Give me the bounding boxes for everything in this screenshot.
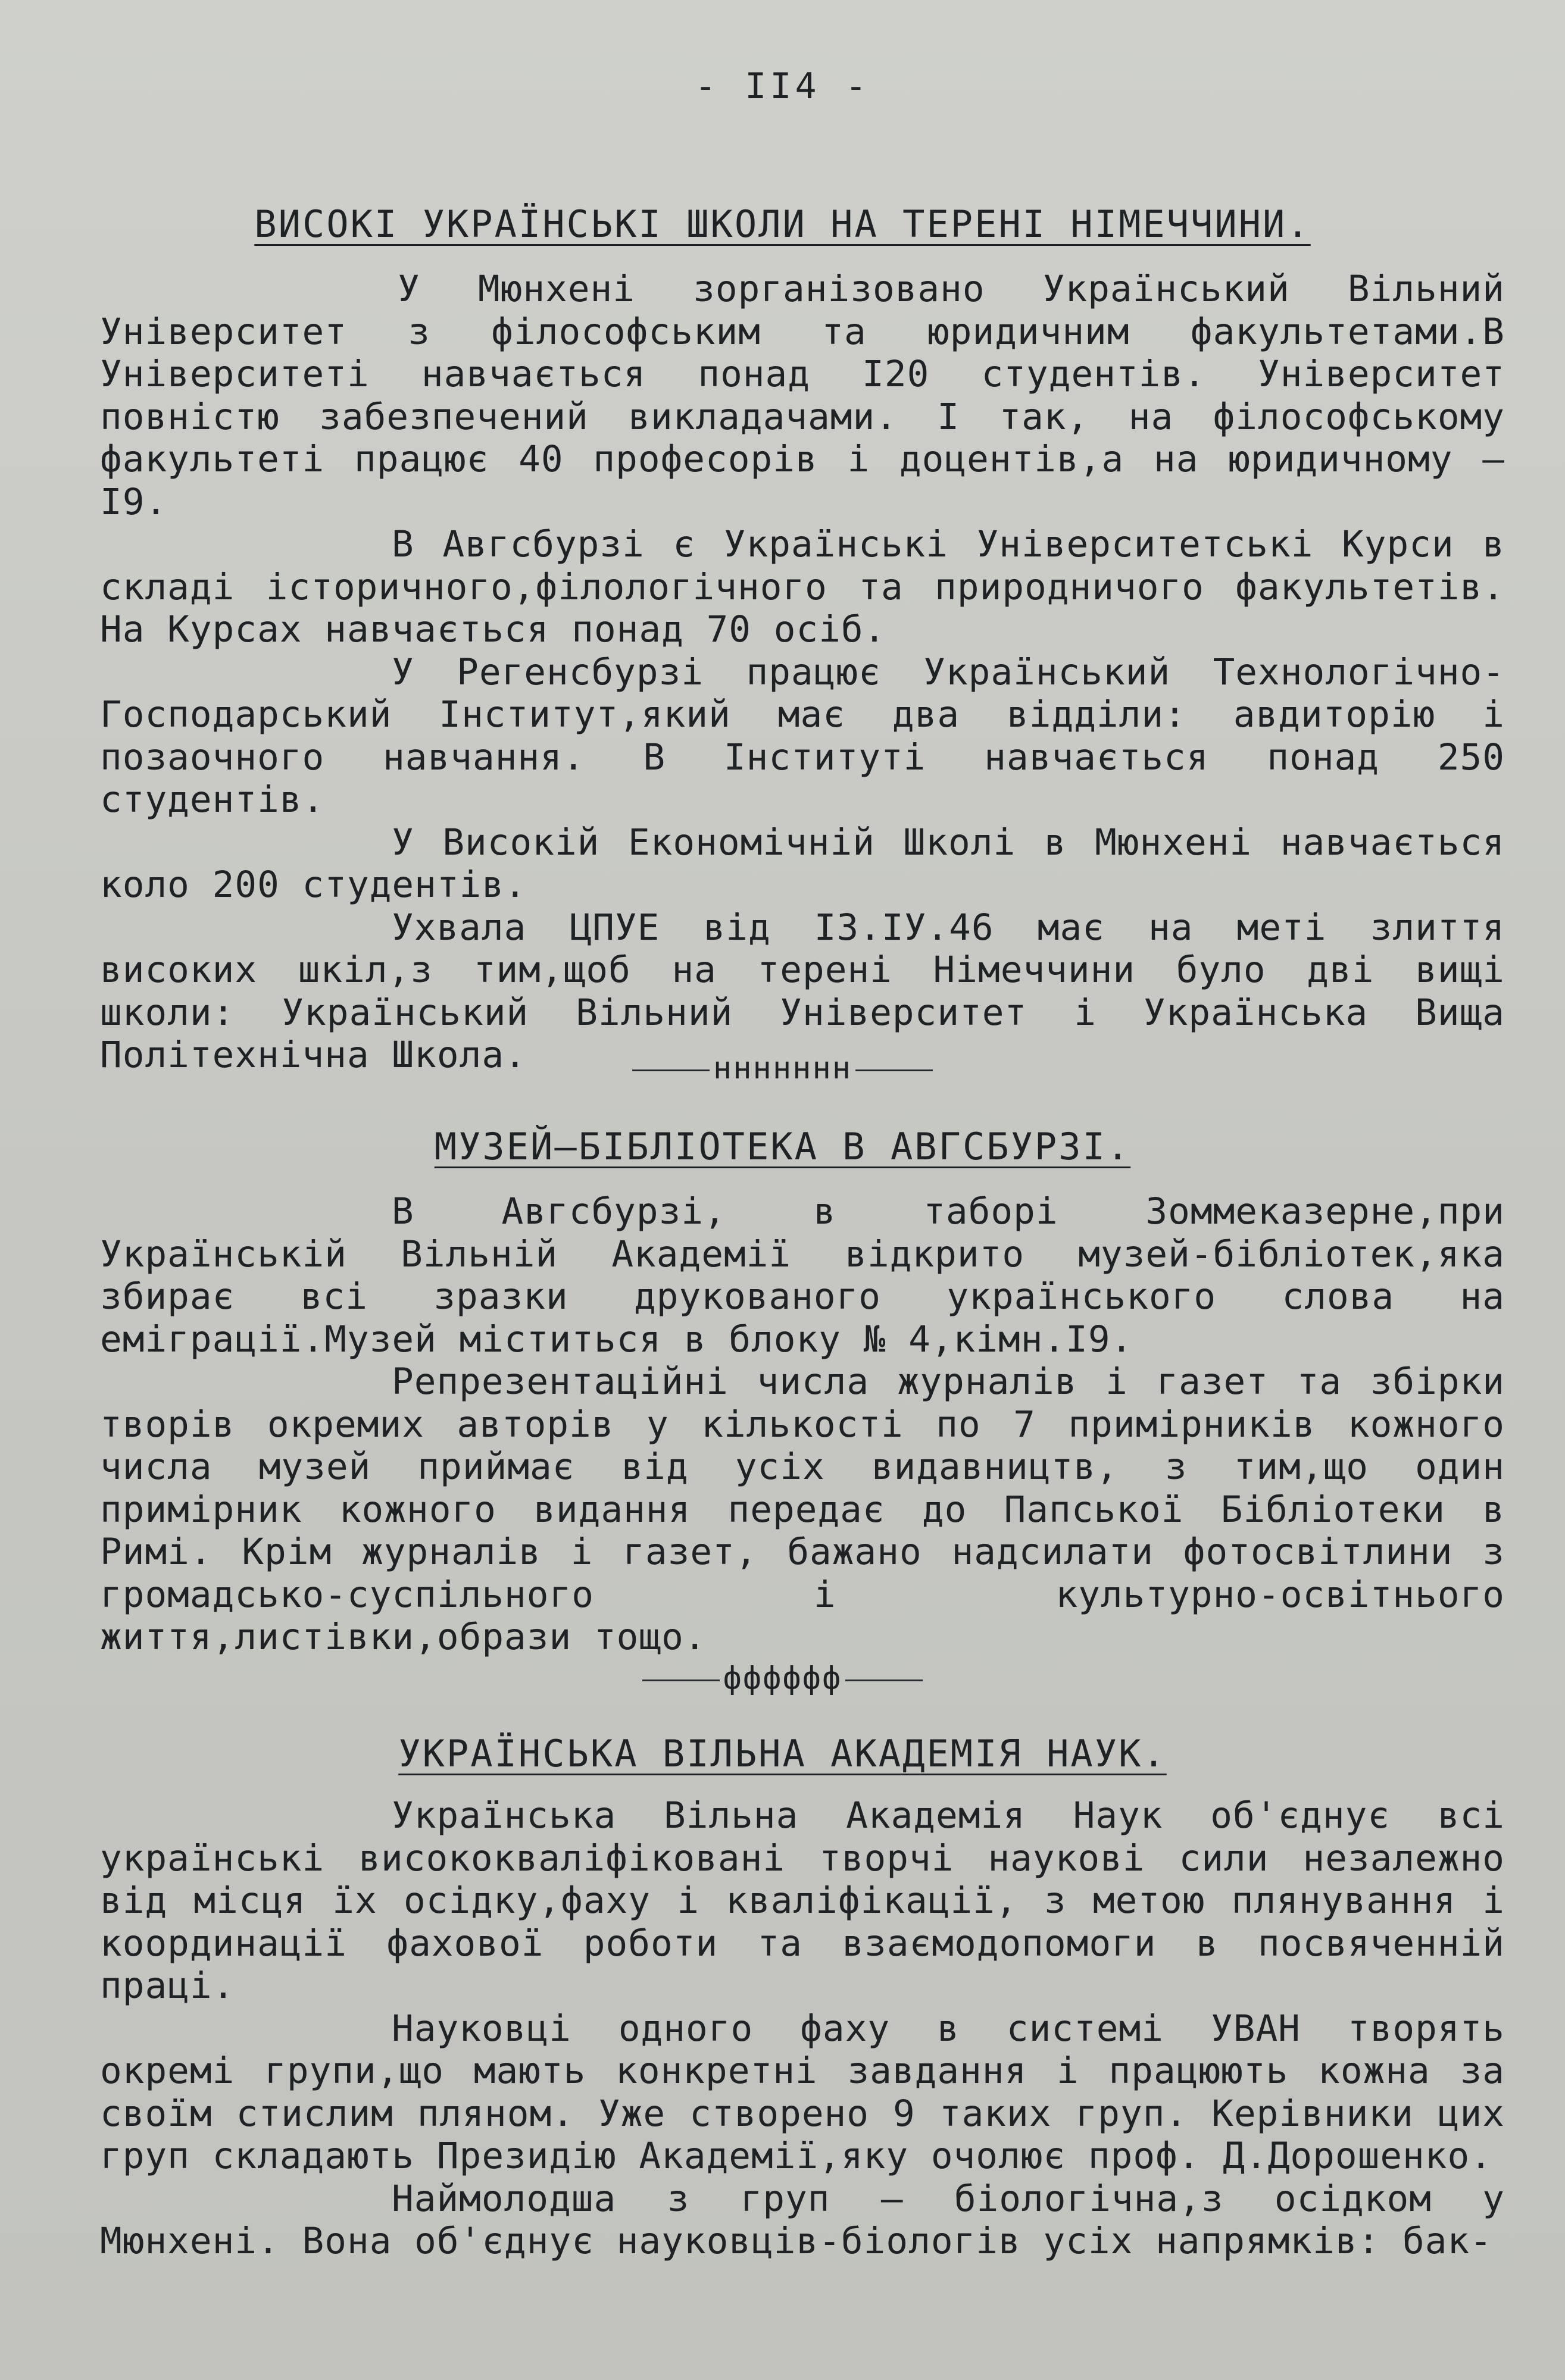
divider-text: ннннннн [713, 1050, 852, 1086]
divider-text: фффффф [723, 1660, 842, 1696]
section-title-museum-library: МУЗЕЙ–БІБЛІОТЕКА В АВГСБУРЗІ. [434, 1125, 1131, 1168]
section-body-museum-library [100, 1190, 1505, 1659]
section-title-high-schools: ВИСОКІ УКРАЇНСЬКІ ШКОЛИ НА ТЕРЕНІ НІМЕЧЧИНИ. [254, 202, 1311, 246]
section-body-high-schools [100, 268, 1505, 1077]
section-divider [0, 1660, 1565, 1696]
divider-dash [845, 1680, 923, 1681]
paragraph: У Високій Економічній Школі в Мюнхені навчається коло 200 студентів. [100, 821, 1505, 906]
paragraph: В Авгсбурзі є Українські Університетські Курси в складі історичного,філологічного та природничого факультетів. На Курсах навчається понад 70 осіб. [100, 523, 1505, 650]
paragraph: У Мюнхені зорганізовано Український Вільний Університет з філософським та юридичним факультетами.В Університеті навчається понад I20 студентів. Університет повністю забезпечений викладачами. I так, на філософському факультеті працює 40 професорів і доцентів,а на юридичному – I9. [100, 268, 1505, 523]
paragraph: Репрезентаційні числа журналів і газет та збірки творів окремих авторів у кількості по 7 примірників кожного числа музей приймає від усіх видавництв, з тим,що один примірник кожного видання передає до Папської Бібліотеки в Римі. Крім журналів і газет, бажано надсилати фотосвітлини з громадсько-суспільного і культурно-освітнього життя,листівки,образи тощо. [100, 1361, 1505, 1658]
paragraph: Науковці одного фаху в системі УВАН творять окремі групи,що мають конкретні завдання і працюють кожна за своїм стислим пляном. Уже створено 9 таких груп. Керівники цих груп складають Президію Академії,яку очолює проф. Д.Дорошенко. [100, 2007, 1505, 2177]
paragraph: Ухвала ЦПУЕ від I3.IУ.46 має на меті злиття високих шкіл,з тим,щоб на терені Німеччини було дві вищі школи: Український Вільний Університет і Українська Вища Політехнічна Школа. [100, 906, 1505, 1076]
page-number: - II4 - [695, 65, 870, 107]
section-body-academy [100, 1794, 1505, 2263]
paragraph: Українська Вільна Академія Наук об'єднує всі українські висококваліфіковані творчі наукові сили незалежно від місця їх осідку,фаху і кваліфікації, з метою плянування і координації фахової роботи та взаємодопомоги в посвяченній праці. [100, 1794, 1505, 2007]
section-title-academy: УКРАЇНСЬКА ВІЛЬНА АКАДЕМІЯ НАУК. [398, 1732, 1167, 1775]
divider-dash [855, 1069, 933, 1071]
paragraph: Наймолодша з груп – біологічна,з осідком у Мюнхені. Вона об'єднує науковців-біологів усіх напрямків: бак- [100, 2177, 1505, 2262]
paragraph: У Регенсбурзі працює Український Технологічно-Господарський Інститут,який має два відділи: авдиторію і позаочного навчання. В Інституті навчається понад 250 студентів. [100, 650, 1505, 821]
paragraph: В Авгсбурзі, в таборі Зоммеказерне,при Українській Вільній Академії відкрито музей-бібліотек,яка збирає всі зразки друкованого українського слова на еміграції.Музей міститься в блоку № 4,кімн.I9. [100, 1190, 1505, 1361]
divider-dash [632, 1069, 710, 1071]
section-divider [0, 1050, 1565, 1086]
divider-dash [642, 1680, 720, 1681]
